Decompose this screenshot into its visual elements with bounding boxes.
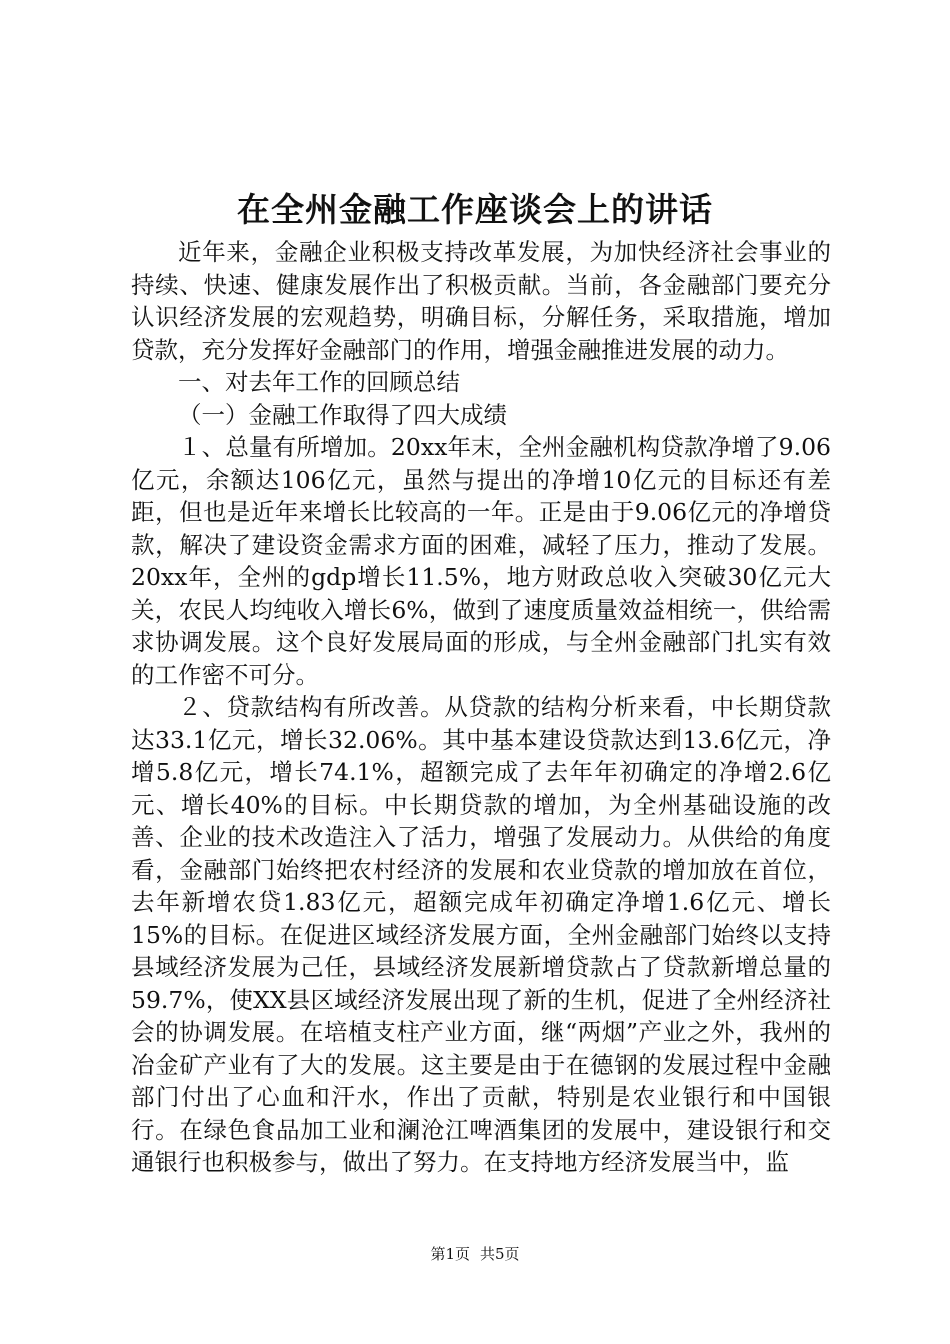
document-title: 在全州金融工作座谈会上的讲话 (237, 190, 713, 229)
paragraph-item-2: ２、贷款结构有所改善。从贷款的结构分析来看，中长期贷款达33.1亿元，增长32.06%。其中基本建设贷款达到13.6亿元，净增5.8亿元，增长74.1%，超额完成了去年年初确定的净增2.6亿元、增长40%的目标。中长期贷款的增加，为全州基础设施的改善、企业的技术改造注入了活力，增强了发展动力。从供给的角度看，金融部门始终把农村经济的发展和农业贷款的增加放在首位，去年新增农贷1.83亿元，超额完成年初确定净增1.6亿元、增长15%的目标。在促进区域经济发展方面，全州金融部门始终以支持县域经济发展为己任，县域经济发展新增贷款占了贷款新增总量的59.7%，使XX县区域经济发展出现了新的生机，促进了全州经济社会的协调发展。在培植支柱产业方面，继“两烟”产业之外，我州的冶金矿产业有了大的发展。这主要是由于在德钢的发展过程中金融部门付出了心血和汗水，作出了贡献，特别是农业银行和中国银行。在绿色食品加工业和澜沧江啤酒集团的发展中，建设银行和交通银行也积极参与，做出了努力。在支持地方经济发展当中，监 (131, 693, 831, 1176)
paragraph-intro: 近年来，金融企业积极支持改革发展，为加快经济社会事业的持续、快速、健康发展作出了积极贡献。当前，各金融部门要充分认识经济发展的宏观趋势，明确目标，分解任务，采取措施，增加贷款，充分发挥好金融部门的作用，增强金融推进发展的动力。 (131, 238, 831, 364)
paragraph-item-1: １、总量有所增加。20xx年末，全州金融机构贷款净增了9.06亿元，余额达106亿元，虽然与提出的净增10亿元的目标还有差距，但也是近年来增长比较高的一年。正是由于9.06亿元的净增贷款，解决了建设资金需求方面的困难，减轻了压力，推动了发展。20xx年，全州的gdp增长11.5%，地方财政总收入突破30亿元大关，农民人均纯收入增长6%，做到了速度质量效益相统一，供给需求协调发展。这个良好发展局面的形成，与全州金融部门扎实有效的工作密不可分。 (131, 433, 831, 689)
subsection-heading: （一）金融工作取得了四大成绩 (178, 400, 507, 429)
document-body (131, 236, 831, 1179)
page-footer (0, 1243, 950, 1265)
section-heading: 一、对去年工作的回顾总结 (178, 368, 460, 396)
page-total: 共5页 (480, 1245, 520, 1263)
page-number: 第1页 (430, 1245, 470, 1263)
